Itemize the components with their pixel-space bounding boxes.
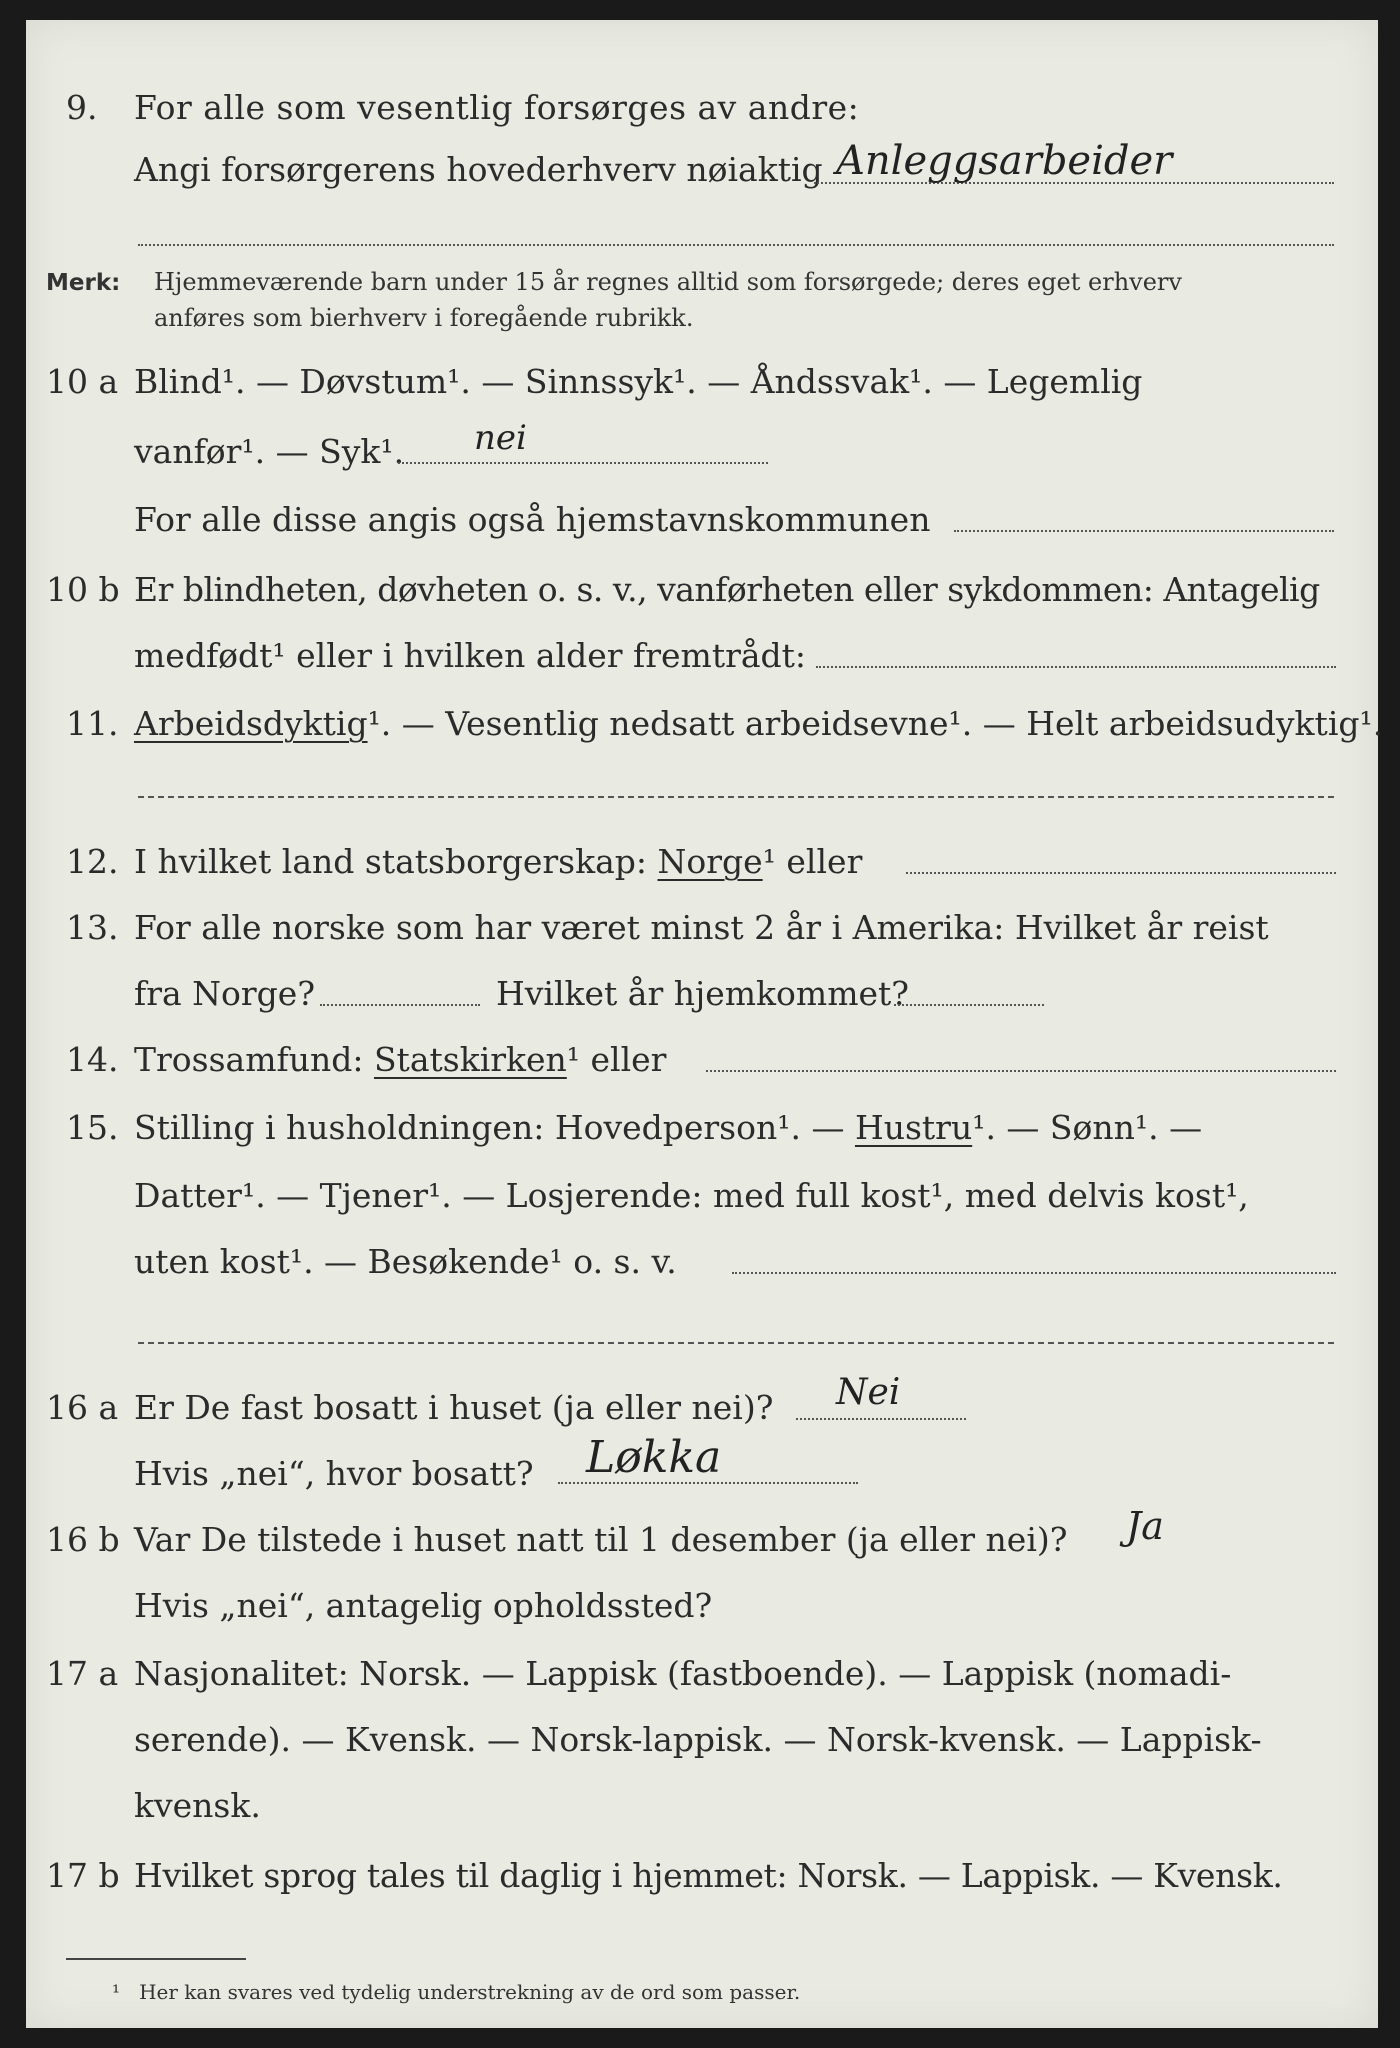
q10b-line1: Er blindheten, døvheten o. s. v., vanførheten eller sykdommen: Antagelig <box>134 570 1320 609</box>
q16a-answer1-line <box>796 1418 966 1420</box>
q13-line2b: Hvilket år hjemkommet? <box>496 974 909 1013</box>
q9-number: 9. <box>66 88 98 127</box>
q12-norge-underlined: Norge <box>657 842 763 881</box>
q15-line2: Datter¹. — Tjener¹. — Losjerende: med full kost¹, med delvis kost¹, <box>134 1176 1249 1215</box>
q11-number: 11. <box>66 704 119 743</box>
q15-answer-line <box>732 1272 1336 1274</box>
q13-line1: For alle norske som har været minst 2 år i Amerika: Hvilket år reist <box>134 908 1269 947</box>
q15-separator-line <box>138 1342 1334 1344</box>
q9-line2: Angi forsørgerens hovederhverv nøiaktig <box>134 150 823 189</box>
footnote-rule <box>66 1958 246 1960</box>
q12-post: ¹ eller <box>762 842 863 881</box>
footnote-text: Her kan svares ved tydelig understrekning av de ord som passer. <box>139 1980 801 2004</box>
q10a-number: 10 a <box>46 362 119 401</box>
q17b-line1: Hvilket sprog tales til daglig i hjemmet: Norsk. — Lappisk. — Kvensk. <box>134 1856 1283 1895</box>
merk-label: Merk: <box>46 270 121 296</box>
q10a-syk-line <box>398 462 768 464</box>
q16b-number: 16 b <box>46 1520 120 1559</box>
q14-post: ¹ eller <box>566 1040 667 1079</box>
q16a-answer1: Nei <box>836 1372 901 1413</box>
q17a-line1: Nasjonalitet: Norsk. — Lappisk (fastboende). — Lappisk (nomadi- <box>134 1654 1232 1693</box>
q10b-number: 10 b <box>46 570 120 609</box>
q14-number: 14. <box>66 1040 119 1079</box>
q9-answer: Anleggsarbeider <box>836 138 1173 184</box>
q12-answer-line <box>906 872 1336 874</box>
q9-extra-line <box>138 244 1334 246</box>
q13-hjemkommet-line <box>894 1004 1044 1006</box>
q16a-line1: Er De fast bosatt i huset (ja eller nei)? <box>134 1388 774 1427</box>
q13-reist-line <box>320 1004 480 1006</box>
q11-line <box>134 704 1383 744</box>
q10a-line2: vanfør¹. — Syk¹. <box>134 432 405 471</box>
q14-answer-line <box>706 1070 1336 1072</box>
q10b-line2: medfødt¹ eller i hvilken alder fremtrådt: <box>134 636 807 675</box>
q17a-line3: kvensk. <box>134 1786 261 1825</box>
q10a-line3: For alle disse angis også hjemstavnskommunen <box>134 500 931 539</box>
q14-pre: Trossamfund: <box>134 1040 364 1079</box>
merk-line1: Hjemmeværende barn under 15 år regnes alltid som forsørgede; deres eget erhverv <box>154 268 1182 296</box>
q12-number: 12. <box>66 842 119 881</box>
q16a-number: 16 a <box>46 1388 119 1427</box>
q10a-hjemstavn-line <box>954 530 1334 532</box>
q11-rest: ¹. — Vesentlig nedsatt arbeidsevne¹. — Helt arbeidsudyktig¹. <box>367 704 1384 743</box>
q10a-line1: Blind¹. — Døvstum¹. — Sinnssyk¹. — Åndssvak¹. — Legemlig <box>134 362 1143 401</box>
q10b-answer-line <box>816 666 1336 668</box>
q16b-line1: Var De tilstede i huset natt til 1 desember (ja eller nei)? <box>134 1520 1068 1559</box>
q15-line1c: ¹. — Sønn¹. — <box>972 1108 1203 1147</box>
q12-pre: I hvilket land statsborgerskap: <box>134 842 648 881</box>
q10a-answer: nei <box>474 418 527 458</box>
q17a-line2: serende). — Kvensk. — Norsk-lappisk. — Norsk-kvensk. — Lappisk- <box>134 1720 1262 1759</box>
q16b-answer1: Ja <box>1126 1504 1164 1548</box>
q11-separator-line <box>138 796 1334 798</box>
q17b-number: 17 b <box>46 1856 120 1895</box>
footnote-mark: ¹ <box>112 1980 121 2004</box>
footnote <box>112 1980 800 2004</box>
q11-arbeidsdyktig-underlined: Arbeidsdyktig <box>134 704 368 743</box>
q15-number: 15. <box>66 1108 119 1147</box>
q15-hustru-underlined: Hustru <box>854 1108 973 1147</box>
q9-line1: For alle som vesentlig forsørges av andre: <box>134 88 860 127</box>
q14-statskirken-underlined: Statskirken <box>373 1040 567 1079</box>
q16a-answer2: Løkka <box>586 1432 722 1483</box>
q13-number: 13. <box>66 908 119 947</box>
q15-line1a: Stilling i husholdningen: Hovedperson¹. — <box>134 1108 845 1147</box>
merk-line2: anføres som bierhverv i foregående rubrikk. <box>154 304 694 332</box>
q16a-line2: Hvis „nei“, hvor bosatt? <box>134 1454 534 1493</box>
q17a-number: 17 a <box>46 1654 119 1693</box>
q16b-line2: Hvis „nei“, antagelig opholdssted? <box>134 1586 713 1625</box>
q15-line1 <box>134 1108 1202 1148</box>
q13-line2a: fra Norge? <box>134 974 316 1013</box>
q14-line <box>134 1040 666 1080</box>
q15-line3: uten kost¹. — Besøkende¹ o. s. v. <box>134 1242 677 1281</box>
q12-line <box>134 842 862 882</box>
census-form-page <box>26 20 1384 2028</box>
